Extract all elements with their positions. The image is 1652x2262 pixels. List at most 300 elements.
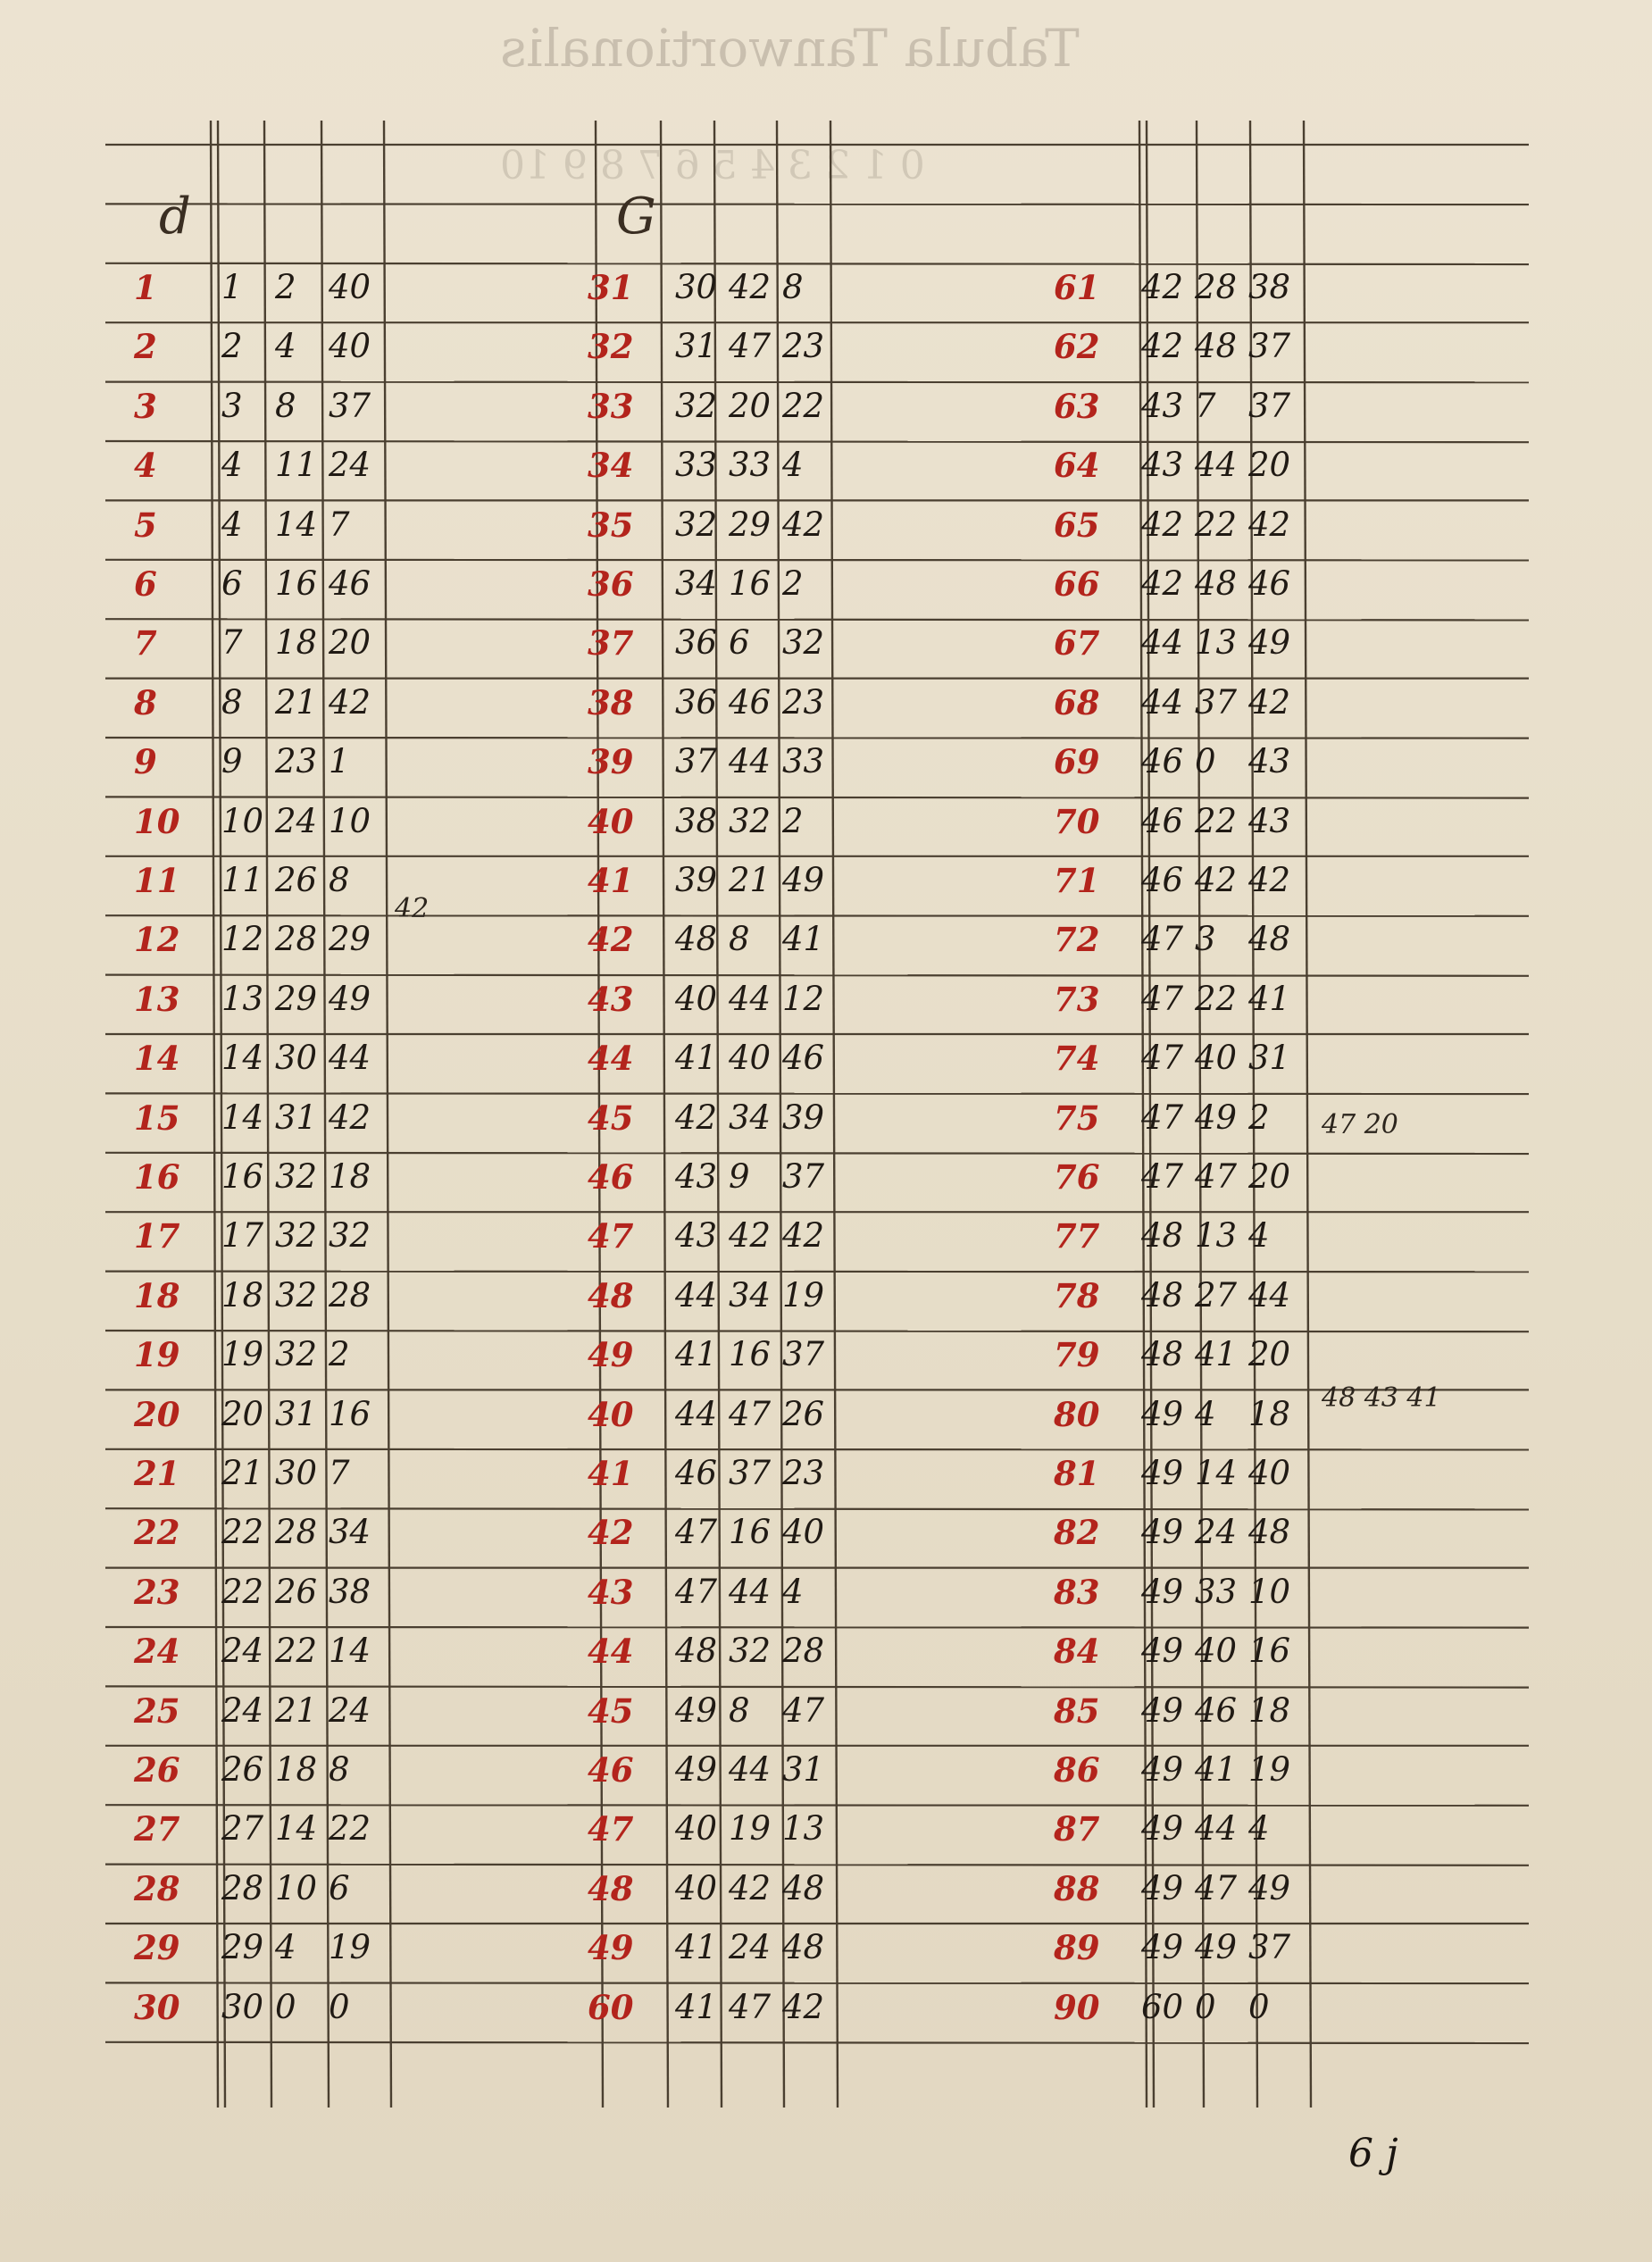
row-index: 34 bbox=[588, 446, 634, 486]
row-index: 89 bbox=[1054, 1928, 1100, 1968]
table-value: 26 bbox=[782, 1394, 825, 1433]
table-value: 47 bbox=[1195, 1157, 1238, 1196]
row-index: 60 bbox=[588, 1987, 634, 2027]
table-value: 16 bbox=[329, 1394, 371, 1433]
table-value: 42 bbox=[1248, 861, 1291, 899]
table-value: 0 bbox=[1195, 1987, 1216, 2026]
table-value: 3 bbox=[221, 386, 243, 425]
table-value: 49 bbox=[1248, 623, 1291, 663]
table-value: 10 bbox=[275, 1868, 318, 1907]
table-value: 8 bbox=[329, 861, 350, 899]
table-value: 8 bbox=[729, 920, 750, 959]
row-index: 7 bbox=[134, 623, 157, 664]
table-value: 49 bbox=[782, 861, 825, 899]
table-value: 33 bbox=[1195, 1572, 1238, 1611]
row-index: 28 bbox=[134, 1868, 180, 1908]
table-value: 37 bbox=[729, 1454, 772, 1492]
row-index: 15 bbox=[134, 1098, 180, 1138]
table-value: 19 bbox=[782, 1275, 825, 1315]
table-value: 42 bbox=[782, 1987, 825, 2026]
table-value: 19 bbox=[221, 1335, 264, 1374]
table-value: 38 bbox=[1248, 268, 1291, 306]
row-index: 84 bbox=[1054, 1632, 1100, 1672]
table-value: 47 bbox=[675, 1513, 718, 1552]
table-value: 32 bbox=[329, 1216, 371, 1256]
table-value: 28 bbox=[1195, 268, 1238, 306]
table-value: 28 bbox=[782, 1632, 825, 1671]
row-index: 68 bbox=[1054, 682, 1100, 722]
table-value: 43 bbox=[1141, 446, 1184, 485]
table-value: 2 bbox=[782, 564, 804, 603]
table-value: 18 bbox=[275, 1750, 318, 1789]
table-value: 2 bbox=[275, 268, 296, 306]
row-index: 27 bbox=[134, 1809, 180, 1849]
table-value: 48 bbox=[1195, 327, 1238, 366]
table-value: 47 bbox=[1195, 1868, 1238, 1907]
table-value: 13 bbox=[782, 1809, 825, 1849]
table-value: 44 bbox=[729, 1750, 772, 1789]
table-value: 44 bbox=[729, 742, 772, 781]
row-index: 71 bbox=[1054, 861, 1100, 900]
table-value: 8 bbox=[729, 1690, 750, 1730]
table-value: 7 bbox=[1195, 386, 1216, 425]
table-value: 22 bbox=[782, 386, 825, 425]
table-value: 49 bbox=[1141, 1513, 1184, 1552]
table-value: 4 bbox=[1195, 1394, 1216, 1433]
row-index: 85 bbox=[1054, 1690, 1100, 1731]
table-value: 48 bbox=[782, 1928, 825, 1967]
table-value: 9 bbox=[729, 1157, 750, 1196]
row-index: 67 bbox=[1054, 623, 1100, 664]
table-value: 42 bbox=[1141, 505, 1184, 544]
table-value: 42 bbox=[729, 1216, 772, 1256]
row-index: 90 bbox=[1054, 1987, 1100, 2027]
table-value: 48 bbox=[1141, 1275, 1184, 1315]
row-index: 1 bbox=[134, 268, 157, 307]
table-value: 47 bbox=[782, 1690, 825, 1730]
table-value: 33 bbox=[729, 446, 772, 485]
table-value: 27 bbox=[1195, 1275, 1238, 1315]
row-index: 43 bbox=[588, 979, 634, 1019]
table-value: 12 bbox=[221, 920, 264, 959]
table-value: 10 bbox=[329, 801, 371, 840]
table-value: 16 bbox=[1248, 1632, 1291, 1671]
table-value: 26 bbox=[275, 1572, 318, 1611]
row-index: 18 bbox=[134, 1275, 180, 1315]
table-value: 43 bbox=[675, 1157, 718, 1196]
row-index: 48 bbox=[588, 1275, 634, 1315]
table-value: 18 bbox=[1248, 1690, 1291, 1730]
table-value: 49 bbox=[1141, 1868, 1184, 1907]
row-index: 30 bbox=[134, 1987, 180, 2027]
table-value: 41 bbox=[675, 1039, 718, 1078]
table-value: 8 bbox=[221, 682, 243, 722]
table-value: 12 bbox=[782, 979, 825, 1018]
row-index: 76 bbox=[1054, 1157, 1100, 1197]
table-value: 37 bbox=[1248, 386, 1291, 425]
table-value: 47 bbox=[1141, 1098, 1184, 1137]
table-value: 31 bbox=[675, 327, 718, 366]
table-value: 24 bbox=[329, 1690, 371, 1730]
table-value: 11 bbox=[221, 861, 264, 899]
row-index: 33 bbox=[588, 386, 634, 426]
table-value: 46 bbox=[1248, 564, 1291, 603]
table-value: 38 bbox=[675, 801, 718, 840]
table-value: 4 bbox=[782, 1572, 804, 1611]
bleed-through-text: Tabula Tanwortionalis bbox=[500, 18, 1080, 79]
table-value: 34 bbox=[329, 1513, 371, 1552]
table-value: 46 bbox=[1141, 861, 1184, 899]
table-value: 40 bbox=[1195, 1632, 1238, 1671]
table-value: 47 bbox=[1141, 920, 1184, 959]
row-index: 69 bbox=[1054, 742, 1100, 782]
table-value: 7 bbox=[329, 505, 350, 544]
table-value: 37 bbox=[782, 1157, 825, 1196]
table-value: 37 bbox=[1248, 327, 1291, 366]
table-value: 2 bbox=[221, 327, 243, 366]
table-value: 46 bbox=[1141, 801, 1184, 840]
table-value: 44 bbox=[1141, 682, 1184, 722]
table-value: 1 bbox=[329, 742, 350, 781]
table-value: 4 bbox=[221, 446, 243, 485]
table-value: 27 bbox=[221, 1809, 264, 1849]
row-index: 45 bbox=[588, 1690, 634, 1731]
table-value: 8 bbox=[782, 268, 804, 306]
table-value: 19 bbox=[729, 1809, 772, 1849]
table-value: 29 bbox=[221, 1928, 264, 1967]
table-value: 2 bbox=[782, 801, 804, 840]
row-index: 81 bbox=[1054, 1454, 1100, 1493]
table-value: 24 bbox=[729, 1928, 772, 1967]
table-value: 48 bbox=[1248, 920, 1291, 959]
margin-note-3: 48 43 41 bbox=[1322, 1382, 1441, 1414]
table-value: 23 bbox=[782, 327, 825, 366]
table-value: 4 bbox=[782, 446, 804, 485]
table-value: 6 bbox=[729, 623, 750, 663]
table-value: 34 bbox=[729, 1098, 772, 1137]
table-value: 49 bbox=[1141, 1750, 1184, 1789]
table-value: 20 bbox=[729, 386, 772, 425]
table-value: 18 bbox=[1248, 1394, 1291, 1433]
row-index: 8 bbox=[134, 682, 157, 722]
table-value: 40 bbox=[675, 1809, 718, 1849]
table-value: 41 bbox=[1248, 979, 1291, 1018]
table-value: 49 bbox=[1141, 1572, 1184, 1611]
row-index: 86 bbox=[1054, 1750, 1100, 1790]
table-value: 21 bbox=[221, 1454, 264, 1492]
table-value: 14 bbox=[275, 505, 318, 544]
table-value: 42 bbox=[329, 682, 371, 722]
table-value: 30 bbox=[221, 1987, 264, 2026]
table-value: 41 bbox=[1195, 1750, 1238, 1789]
folio-signature: 6 j bbox=[1348, 2131, 1398, 2176]
table-value: 2 bbox=[1248, 1098, 1270, 1137]
row-index: 41 bbox=[588, 861, 634, 900]
table-value: 32 bbox=[782, 623, 825, 663]
table-value: 14 bbox=[1195, 1454, 1238, 1492]
column-header-g: G bbox=[616, 188, 656, 246]
table-value: 42 bbox=[1248, 682, 1291, 722]
table-value: 13 bbox=[1195, 1216, 1238, 1256]
table-value: 42 bbox=[1141, 268, 1184, 306]
table-value: 48 bbox=[782, 1868, 825, 1907]
table-value: 48 bbox=[1195, 564, 1238, 603]
table-value: 49 bbox=[1141, 1690, 1184, 1730]
row-index: 62 bbox=[1054, 327, 1100, 367]
row-index: 49 bbox=[588, 1928, 634, 1968]
table-value: 49 bbox=[1141, 1394, 1184, 1433]
table-value: 46 bbox=[675, 1454, 718, 1492]
row-index: 44 bbox=[588, 1039, 634, 1079]
table-value: 43 bbox=[1141, 386, 1184, 425]
table-value: 47 bbox=[675, 1572, 718, 1611]
row-index: 9 bbox=[134, 742, 157, 782]
row-index: 75 bbox=[1054, 1098, 1100, 1138]
table-value: 37 bbox=[1248, 1928, 1291, 1967]
table-value: 30 bbox=[275, 1454, 318, 1492]
table-value: 22 bbox=[329, 1809, 371, 1849]
row-index: 16 bbox=[134, 1157, 180, 1197]
row-index: 44 bbox=[588, 1632, 634, 1672]
table-value: 29 bbox=[329, 920, 371, 959]
margin-note-1: 42 bbox=[395, 893, 430, 924]
table-value: 46 bbox=[329, 564, 371, 603]
row-index: 38 bbox=[588, 682, 634, 722]
table-value: 24 bbox=[221, 1690, 264, 1730]
table-value: 28 bbox=[221, 1868, 264, 1907]
column-header-d: d bbox=[159, 188, 191, 246]
table-value: 36 bbox=[675, 682, 718, 722]
row-index: 46 bbox=[588, 1750, 634, 1790]
row-index: 36 bbox=[588, 564, 634, 604]
table-value: 20 bbox=[1248, 1335, 1291, 1374]
row-index: 88 bbox=[1054, 1868, 1100, 1908]
table-value: 7 bbox=[221, 623, 243, 663]
table-value: 46 bbox=[1141, 742, 1184, 781]
table-value: 40 bbox=[329, 268, 371, 306]
table-value: 42 bbox=[1248, 505, 1291, 544]
table-value: 20 bbox=[1248, 1157, 1291, 1196]
table-value: 10 bbox=[221, 801, 264, 840]
table-value: 30 bbox=[675, 268, 718, 306]
table-value: 16 bbox=[729, 564, 772, 603]
row-index: 6 bbox=[134, 564, 157, 604]
row-index: 70 bbox=[1054, 801, 1100, 841]
table-value: 10 bbox=[1248, 1572, 1291, 1611]
table-value: 47 bbox=[729, 327, 772, 366]
bleed-through-digits: 0 1 2 3 4 5 6 7 8 9 10 bbox=[500, 143, 925, 188]
table-value: 22 bbox=[1195, 979, 1238, 1018]
table-value: 48 bbox=[675, 1632, 718, 1671]
table-value: 49 bbox=[1141, 1809, 1184, 1849]
table-value: 37 bbox=[675, 742, 718, 781]
table-value: 44 bbox=[1195, 1809, 1238, 1849]
row-index: 12 bbox=[134, 920, 180, 960]
table-value: 33 bbox=[782, 742, 825, 781]
table-value: 22 bbox=[221, 1572, 264, 1611]
table-value: 18 bbox=[329, 1157, 371, 1196]
table-value: 17 bbox=[221, 1216, 264, 1256]
table-value: 44 bbox=[1141, 623, 1184, 663]
row-index: 21 bbox=[134, 1454, 180, 1493]
table-value: 44 bbox=[1195, 446, 1238, 485]
table-value: 31 bbox=[275, 1098, 318, 1137]
table-value: 18 bbox=[221, 1275, 264, 1315]
table-value: 8 bbox=[275, 386, 296, 425]
row-index: 79 bbox=[1054, 1335, 1100, 1375]
row-index: 82 bbox=[1054, 1513, 1100, 1553]
table-value: 40 bbox=[329, 327, 371, 366]
table-value: 47 bbox=[729, 1987, 772, 2026]
table-value: 47 bbox=[1141, 1157, 1184, 1196]
table-value: 34 bbox=[729, 1275, 772, 1315]
table-value: 49 bbox=[675, 1750, 718, 1789]
row-index: 24 bbox=[134, 1632, 180, 1672]
row-index: 77 bbox=[1054, 1216, 1100, 1256]
table-value: 44 bbox=[675, 1275, 718, 1315]
row-index: 63 bbox=[1054, 386, 1100, 426]
table-value: 44 bbox=[1248, 1275, 1291, 1315]
table-value: 42 bbox=[729, 268, 772, 306]
table-value: 29 bbox=[729, 505, 772, 544]
table-value: 18 bbox=[275, 623, 318, 663]
row-index: 66 bbox=[1054, 564, 1100, 604]
table-value: 49 bbox=[1141, 1454, 1184, 1492]
table-value: 0 bbox=[1248, 1987, 1270, 2026]
table-value: 24 bbox=[1195, 1513, 1238, 1552]
table-value: 49 bbox=[1195, 1928, 1238, 1967]
row-index: 37 bbox=[588, 623, 634, 664]
table-value: 39 bbox=[782, 1098, 825, 1137]
table-value: 6 bbox=[329, 1868, 350, 1907]
row-index: 47 bbox=[588, 1216, 634, 1256]
table-value: 4 bbox=[1248, 1216, 1270, 1256]
row-index: 80 bbox=[1054, 1394, 1100, 1434]
table-value: 49 bbox=[1141, 1928, 1184, 1967]
table-value: 40 bbox=[729, 1039, 772, 1078]
table-value: 24 bbox=[221, 1632, 264, 1671]
table-value: 14 bbox=[221, 1039, 264, 1078]
row-index: 46 bbox=[588, 1157, 634, 1197]
row-index: 65 bbox=[1054, 505, 1100, 545]
table-value: 42 bbox=[329, 1098, 371, 1137]
table-value: 9 bbox=[221, 742, 243, 781]
table-value: 16 bbox=[729, 1335, 772, 1374]
table-value: 43 bbox=[675, 1216, 718, 1256]
row-index: 11 bbox=[134, 861, 180, 900]
row-index: 31 bbox=[588, 268, 634, 307]
table-value: 28 bbox=[329, 1275, 371, 1315]
table-value: 6 bbox=[221, 564, 243, 603]
table-value: 13 bbox=[221, 979, 264, 1018]
table-value: 19 bbox=[1248, 1750, 1291, 1789]
row-index: 32 bbox=[588, 327, 634, 367]
row-index: 73 bbox=[1054, 979, 1100, 1019]
row-index: 61 bbox=[1054, 268, 1100, 307]
row-index: 43 bbox=[588, 1572, 634, 1612]
table-value: 40 bbox=[675, 1868, 718, 1907]
table-value: 28 bbox=[275, 920, 318, 959]
table-value: 44 bbox=[675, 1394, 718, 1433]
table-value: 23 bbox=[782, 1454, 825, 1492]
table-value: 49 bbox=[329, 979, 371, 1018]
row-index: 64 bbox=[1054, 446, 1100, 486]
table-value: 42 bbox=[675, 1098, 718, 1137]
table-value: 31 bbox=[275, 1394, 318, 1433]
row-index: 42 bbox=[588, 1513, 634, 1553]
table-value: 40 bbox=[675, 979, 718, 1018]
table-value: 41 bbox=[1195, 1335, 1238, 1374]
table-value: 40 bbox=[782, 1513, 825, 1552]
row-index: 14 bbox=[134, 1039, 180, 1079]
table-value: 32 bbox=[275, 1216, 318, 1256]
table-value: 16 bbox=[221, 1157, 264, 1196]
row-index: 41 bbox=[588, 1454, 634, 1493]
table-value: 16 bbox=[275, 564, 318, 603]
table-value: 37 bbox=[329, 386, 371, 425]
table-value: 33 bbox=[675, 446, 718, 485]
row-index: 25 bbox=[134, 1690, 180, 1731]
table-value: 4 bbox=[1248, 1809, 1270, 1849]
table-value: 0 bbox=[1195, 742, 1216, 781]
table-value: 22 bbox=[1195, 505, 1238, 544]
table-value: 49 bbox=[1248, 1868, 1291, 1907]
row-index: 83 bbox=[1054, 1572, 1100, 1612]
table-value: 0 bbox=[329, 1987, 350, 2026]
table-value: 43 bbox=[1248, 801, 1291, 840]
table-value: 42 bbox=[1195, 861, 1238, 899]
table-value: 4 bbox=[275, 1928, 296, 1967]
row-index: 23 bbox=[134, 1572, 180, 1612]
table-value: 23 bbox=[275, 742, 318, 781]
table-value: 7 bbox=[329, 1454, 350, 1492]
table-value: 1 bbox=[221, 268, 243, 306]
table-value: 0 bbox=[275, 1987, 296, 2026]
table-value: 32 bbox=[729, 1632, 772, 1671]
table-value: 34 bbox=[675, 564, 718, 603]
table-value: 40 bbox=[1248, 1454, 1291, 1492]
table-value: 41 bbox=[675, 1335, 718, 1374]
table-value: 46 bbox=[729, 682, 772, 722]
table-value: 47 bbox=[1141, 979, 1184, 1018]
table-value: 20 bbox=[1248, 446, 1291, 485]
table-value: 44 bbox=[329, 1039, 371, 1078]
table-value: 20 bbox=[221, 1394, 264, 1433]
row-index: 5 bbox=[134, 505, 157, 545]
row-index: 10 bbox=[134, 801, 180, 841]
table-value: 43 bbox=[1248, 742, 1291, 781]
table-value: 4 bbox=[275, 327, 296, 366]
row-index: 87 bbox=[1054, 1809, 1100, 1849]
table-value: 14 bbox=[329, 1632, 371, 1671]
table-value: 26 bbox=[275, 861, 318, 899]
table-value: 3 bbox=[1195, 920, 1216, 959]
table-value: 32 bbox=[275, 1275, 318, 1315]
table-value: 32 bbox=[729, 801, 772, 840]
row-index: 26 bbox=[134, 1750, 180, 1790]
table-value: 4 bbox=[221, 505, 243, 544]
table-value: 46 bbox=[1195, 1690, 1238, 1730]
row-index: 49 bbox=[588, 1335, 634, 1375]
table-value: 22 bbox=[275, 1632, 318, 1671]
table-value: 41 bbox=[675, 1987, 718, 2026]
table-value: 11 bbox=[275, 446, 318, 485]
table-value: 46 bbox=[782, 1039, 825, 1078]
table-value: 19 bbox=[329, 1928, 371, 1967]
table-value: 42 bbox=[729, 1868, 772, 1907]
table-value: 16 bbox=[729, 1513, 772, 1552]
table-value: 48 bbox=[1141, 1335, 1184, 1374]
